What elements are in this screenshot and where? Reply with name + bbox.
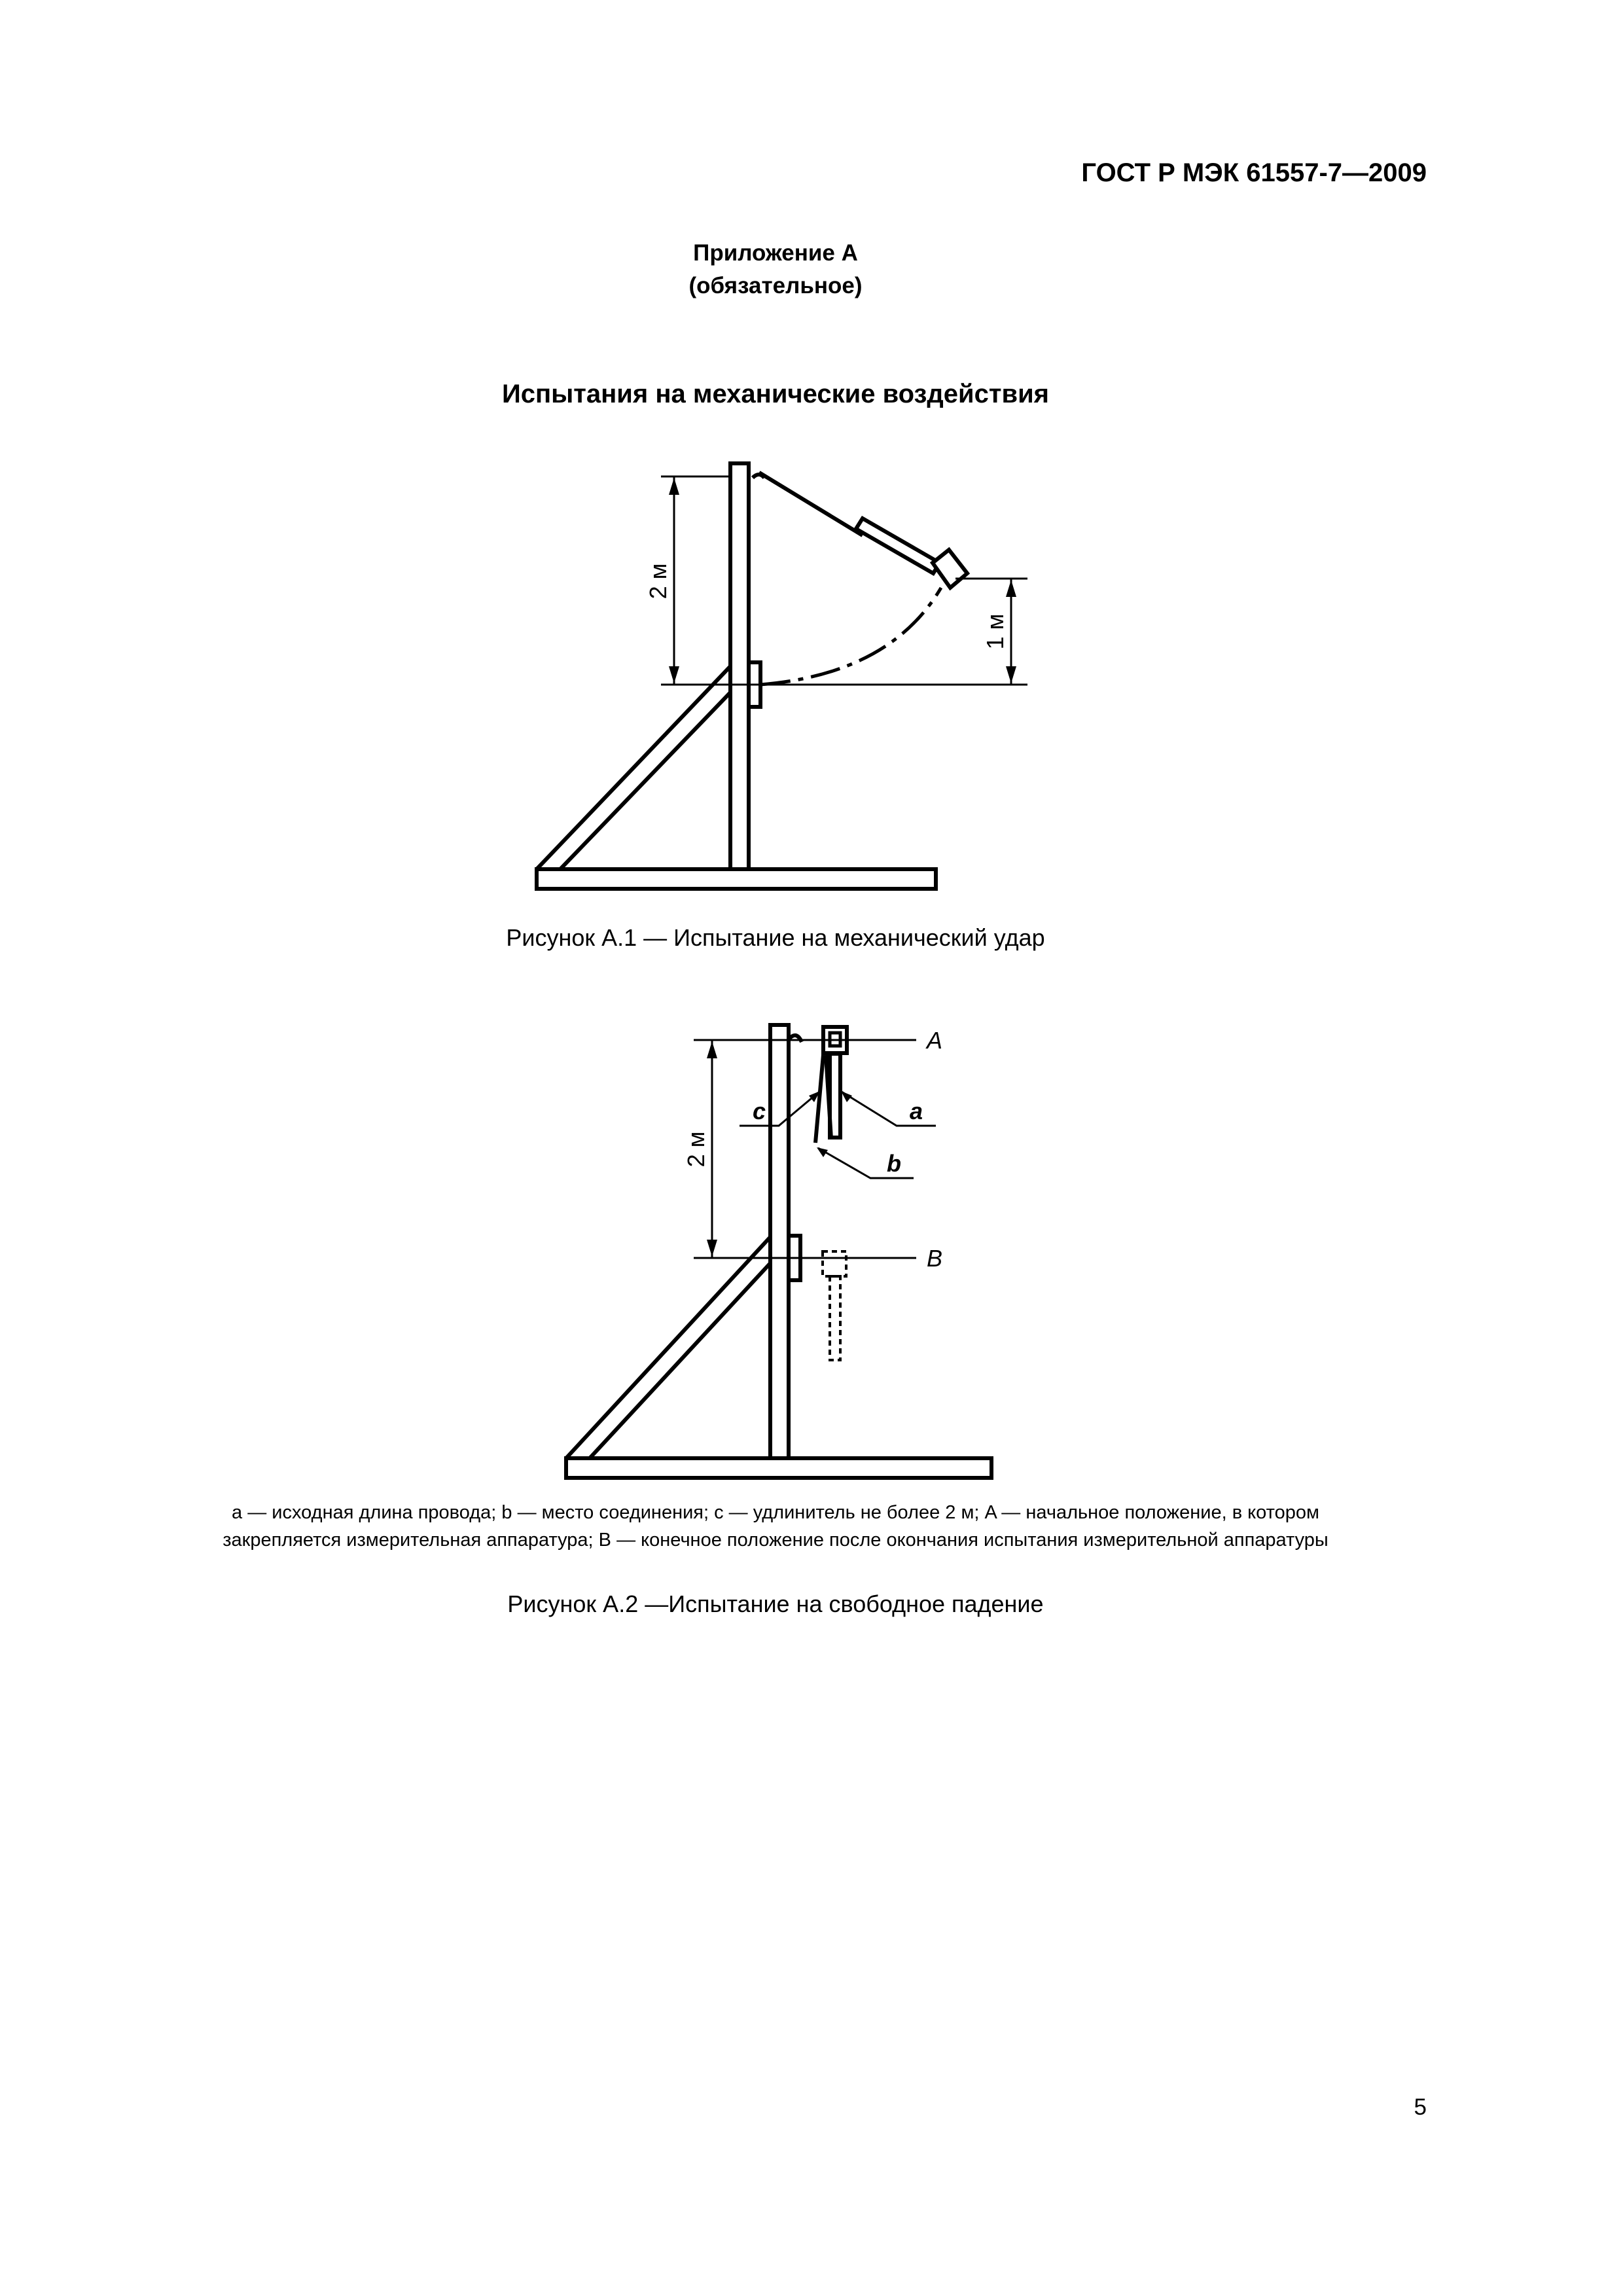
fig2-brace-inner	[590, 1263, 770, 1458]
fig1-arrow-2m-top	[669, 478, 679, 495]
fig1-arrow-2m-bottom	[669, 666, 679, 683]
fig1-base-bar	[537, 869, 936, 889]
fig1-arrow-1m-top	[1006, 580, 1016, 597]
figure-a1-diagram	[0, 0, 1623, 903]
legend-line-1: a — исходная длина провода; b — место соединения; c — удлинитель не более 2 м; A — начальное положение, в котором	[232, 1502, 1319, 1523]
fig2-instrument-end	[823, 1251, 846, 1276]
fig2-brace-outer	[566, 1237, 770, 1458]
fig2-arrow-a	[841, 1091, 852, 1102]
fig2-arrow-b	[817, 1147, 828, 1157]
fig1-brace-inner	[560, 692, 730, 869]
figure-a2-legend	[0, 1499, 1551, 1554]
fig1-wire	[759, 473, 863, 535]
figure-a2-caption: Рисунок А.2 —Испытание на свободное падение	[507, 1590, 1044, 1617]
figure-a1-caption: Рисунок А.1 — Испытание на механический удар	[506, 924, 1045, 951]
fig2-label-c: c	[753, 1098, 766, 1124]
fig1-brace-outer	[537, 666, 730, 869]
fig1-probe-handle	[856, 518, 940, 573]
fig2-label-B: B	[927, 1245, 943, 1272]
document-id: ГОСТ Р МЭК 61557-7—2009	[1081, 158, 1427, 187]
fig1-dim-label-1m: 1 м	[982, 613, 1008, 650]
fig2-dim-label-2m: 2 м	[683, 1131, 709, 1168]
annex-title: Приложение А	[693, 240, 858, 266]
fig2-arrow-2m-top	[707, 1041, 717, 1058]
fig2-label-a: a	[910, 1098, 923, 1124]
fig2-vertical-post	[770, 1025, 789, 1458]
fig1-swing-arc	[760, 588, 941, 685]
fig2-label-A: A	[927, 1027, 943, 1054]
fig1-dim-label-2m: 2 м	[645, 563, 671, 600]
fig1-vertical-post	[730, 463, 749, 869]
page-number: 5	[1414, 2094, 1427, 2120]
section-title: Испытания на механические воздействия	[501, 380, 1049, 408]
fig2-base-bar	[566, 1458, 991, 1478]
fig1-instrument	[933, 550, 967, 588]
legend-line-2: закрепляется измерительная аппаратура; B — конечное положение после окончания испытания измерительной аппаратуры	[223, 1530, 1329, 1551]
fig2-extension-c	[815, 1055, 823, 1143]
fig2-arrow-2m-bottom	[707, 1240, 717, 1257]
fig2-label-b: b	[887, 1150, 901, 1177]
fig1-arrow-1m-bottom	[1006, 666, 1016, 683]
annex-status: (обязательное)	[688, 273, 863, 298]
fig2-cable-end	[830, 1276, 840, 1360]
figure-a2-diagram	[0, 982, 1623, 1492]
